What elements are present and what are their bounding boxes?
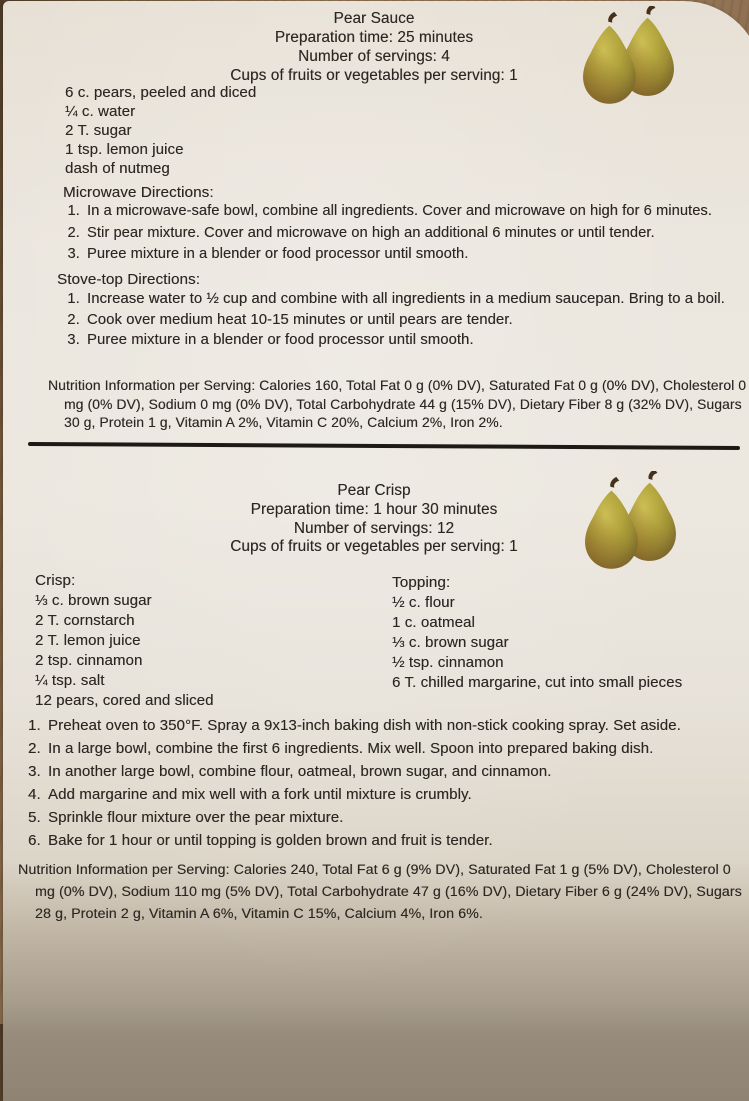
servings: Number of servings: 12 bbox=[293, 519, 455, 537]
ingredient-item: 1 c. oatmeal bbox=[392, 614, 475, 631]
ingredient-item: 12 pears, cored and sliced bbox=[35, 692, 214, 709]
pears-illustration bbox=[570, 6, 688, 113]
direction-step: 2. Stir pear mixture. Cover and microwave on high an additional 6 minutes or until tender. bbox=[84, 223, 744, 245]
direction-step: 3. In another large bowl, combine flour, oatmeal, brown sugar, and cinnamon. bbox=[45, 760, 749, 783]
ingredient-item: 2 T. lemon juice bbox=[35, 632, 141, 649]
direction-step: 2. In a large bowl, combine the first 6 ingredients. Mix well. Spoon into prepared baking dish. bbox=[45, 737, 749, 760]
direction-step: 4. Add margarine and mix well with a fork until mixture is crumbly. bbox=[45, 783, 749, 806]
microwave-directions-heading: Microwave Directions: bbox=[63, 184, 214, 201]
topping-heading: Topping: bbox=[392, 574, 451, 591]
ingredient-item: 2 tsp. cinnamon bbox=[35, 652, 143, 669]
ingredient-item: ¼ c. water bbox=[65, 103, 136, 120]
crisp-heading: Crisp: bbox=[35, 572, 76, 589]
topping-ingredients-column bbox=[392, 573, 737, 693]
ingredient-item: ½ c. flour bbox=[392, 594, 455, 611]
ingredient-item: 2 T. cornstarch bbox=[35, 612, 135, 629]
cups-per-serving: Cups of fruits or vegetables per serving: 1 bbox=[230, 67, 518, 84]
ingredient-item: 1 tsp. lemon juice bbox=[65, 141, 184, 158]
stovetop-directions-heading: Stove-top Directions: bbox=[57, 271, 201, 288]
direction-step: 3. Puree mixture in a blender or food processor until smooth. bbox=[84, 244, 744, 266]
divider-line bbox=[28, 442, 740, 450]
cups-per-serving: Cups of fruits or vegetables per serving: 1 bbox=[230, 538, 518, 556]
direction-step: 5. Sprinkle flour mixture over the pear mixture. bbox=[45, 806, 749, 829]
direction-step: 6. Bake for 1 hour or until topping is golden brown and fruit is tender. bbox=[45, 829, 749, 852]
ingredient-item: ⅓ c. brown sugar bbox=[35, 592, 152, 609]
recipe-title: Pear Sauce bbox=[333, 10, 415, 27]
nutrition-info: Nutrition Information per Serving: Calories 240, Total Fat 6 g (9% DV), Saturated Fat 1 g (5% DV), Cholesterol 0 mg (0% DV), Sodium 110 mg (5% DV), Total Carbohydrate 47 g (16% DV), Dietary Fiber 6 g (24% DV), Sugars 28 g, Protein 2 g, Vitamin A 6%, Vitamin C 15%, Calcium 4%, Iron 6%. bbox=[18, 862, 742, 922]
nutrition-info: Nutrition Information per Serving: Calories 160, Total Fat 0 g (0% DV), Saturated Fat 0 g (0% DV), Cholesterol 0 mg (0% DV), Sodium 0 mg (0% DV), Total Carbohydrate 44 g (15% DV), Dietary Fiber 8 g (32% DV), Sugars 30 g, Protein 1 g, Vitamin A 2%, Vitamin C 20%, Calcium 2%, Iron 2%. bbox=[48, 377, 747, 431]
two-pears-image bbox=[570, 6, 688, 108]
crisp-ingredients-column bbox=[35, 571, 365, 711]
prep-time: Preparation time: 1 hour 30 minutes bbox=[250, 500, 498, 518]
ingredient-item: ¼ tsp. salt bbox=[35, 672, 105, 689]
ingredient-item: 6 T. chilled margarine, cut into small pieces bbox=[392, 674, 683, 691]
ingredient-item: ⅓ c. brown sugar bbox=[392, 634, 509, 651]
ingredient-item: ½ tsp. cinnamon bbox=[392, 654, 504, 671]
stovetop-steps bbox=[58, 289, 740, 351]
pear-crisp-steps bbox=[19, 714, 749, 852]
ingredient-list bbox=[35, 591, 365, 711]
two-pears-image bbox=[572, 471, 690, 573]
microwave-steps bbox=[58, 201, 744, 266]
front-pear bbox=[583, 12, 636, 104]
recipe-sheet bbox=[3, 1, 749, 1101]
servings: Number of servings: 4 bbox=[298, 48, 450, 65]
direction-step: 1. Increase water to ½ cup and combine with all ingredients in a medium saucepan. Bring to a boil. bbox=[84, 289, 740, 310]
direction-step: 1. Preheat oven to 350°F. Spray a 9x13-inch baking dish with non-stick cooking spray. Set aside. bbox=[45, 714, 749, 737]
front-pear bbox=[585, 477, 638, 569]
recipe-title: Pear Crisp bbox=[337, 482, 411, 499]
direction-step: 1. In a microwave-safe bowl, combine all ingredients. Cover and microwave on high for 6 minutes. bbox=[84, 201, 744, 223]
prep-time: Preparation time: 25 minutes bbox=[274, 29, 474, 46]
pears-illustration bbox=[572, 471, 690, 578]
ingredient-item: 2 T. sugar bbox=[65, 122, 132, 139]
direction-step: 3. Puree mixture in a blender or food processor until smooth. bbox=[84, 330, 740, 351]
ingredient-item: dash of nutmeg bbox=[65, 160, 170, 177]
ingredient-list bbox=[65, 83, 256, 178]
ingredient-item: 6 c. pears, peeled and diced bbox=[65, 84, 257, 101]
direction-step: 2. Cook over medium heat 10-15 minutes or until pears are tender. bbox=[84, 310, 740, 331]
ingredient-list bbox=[392, 593, 737, 693]
